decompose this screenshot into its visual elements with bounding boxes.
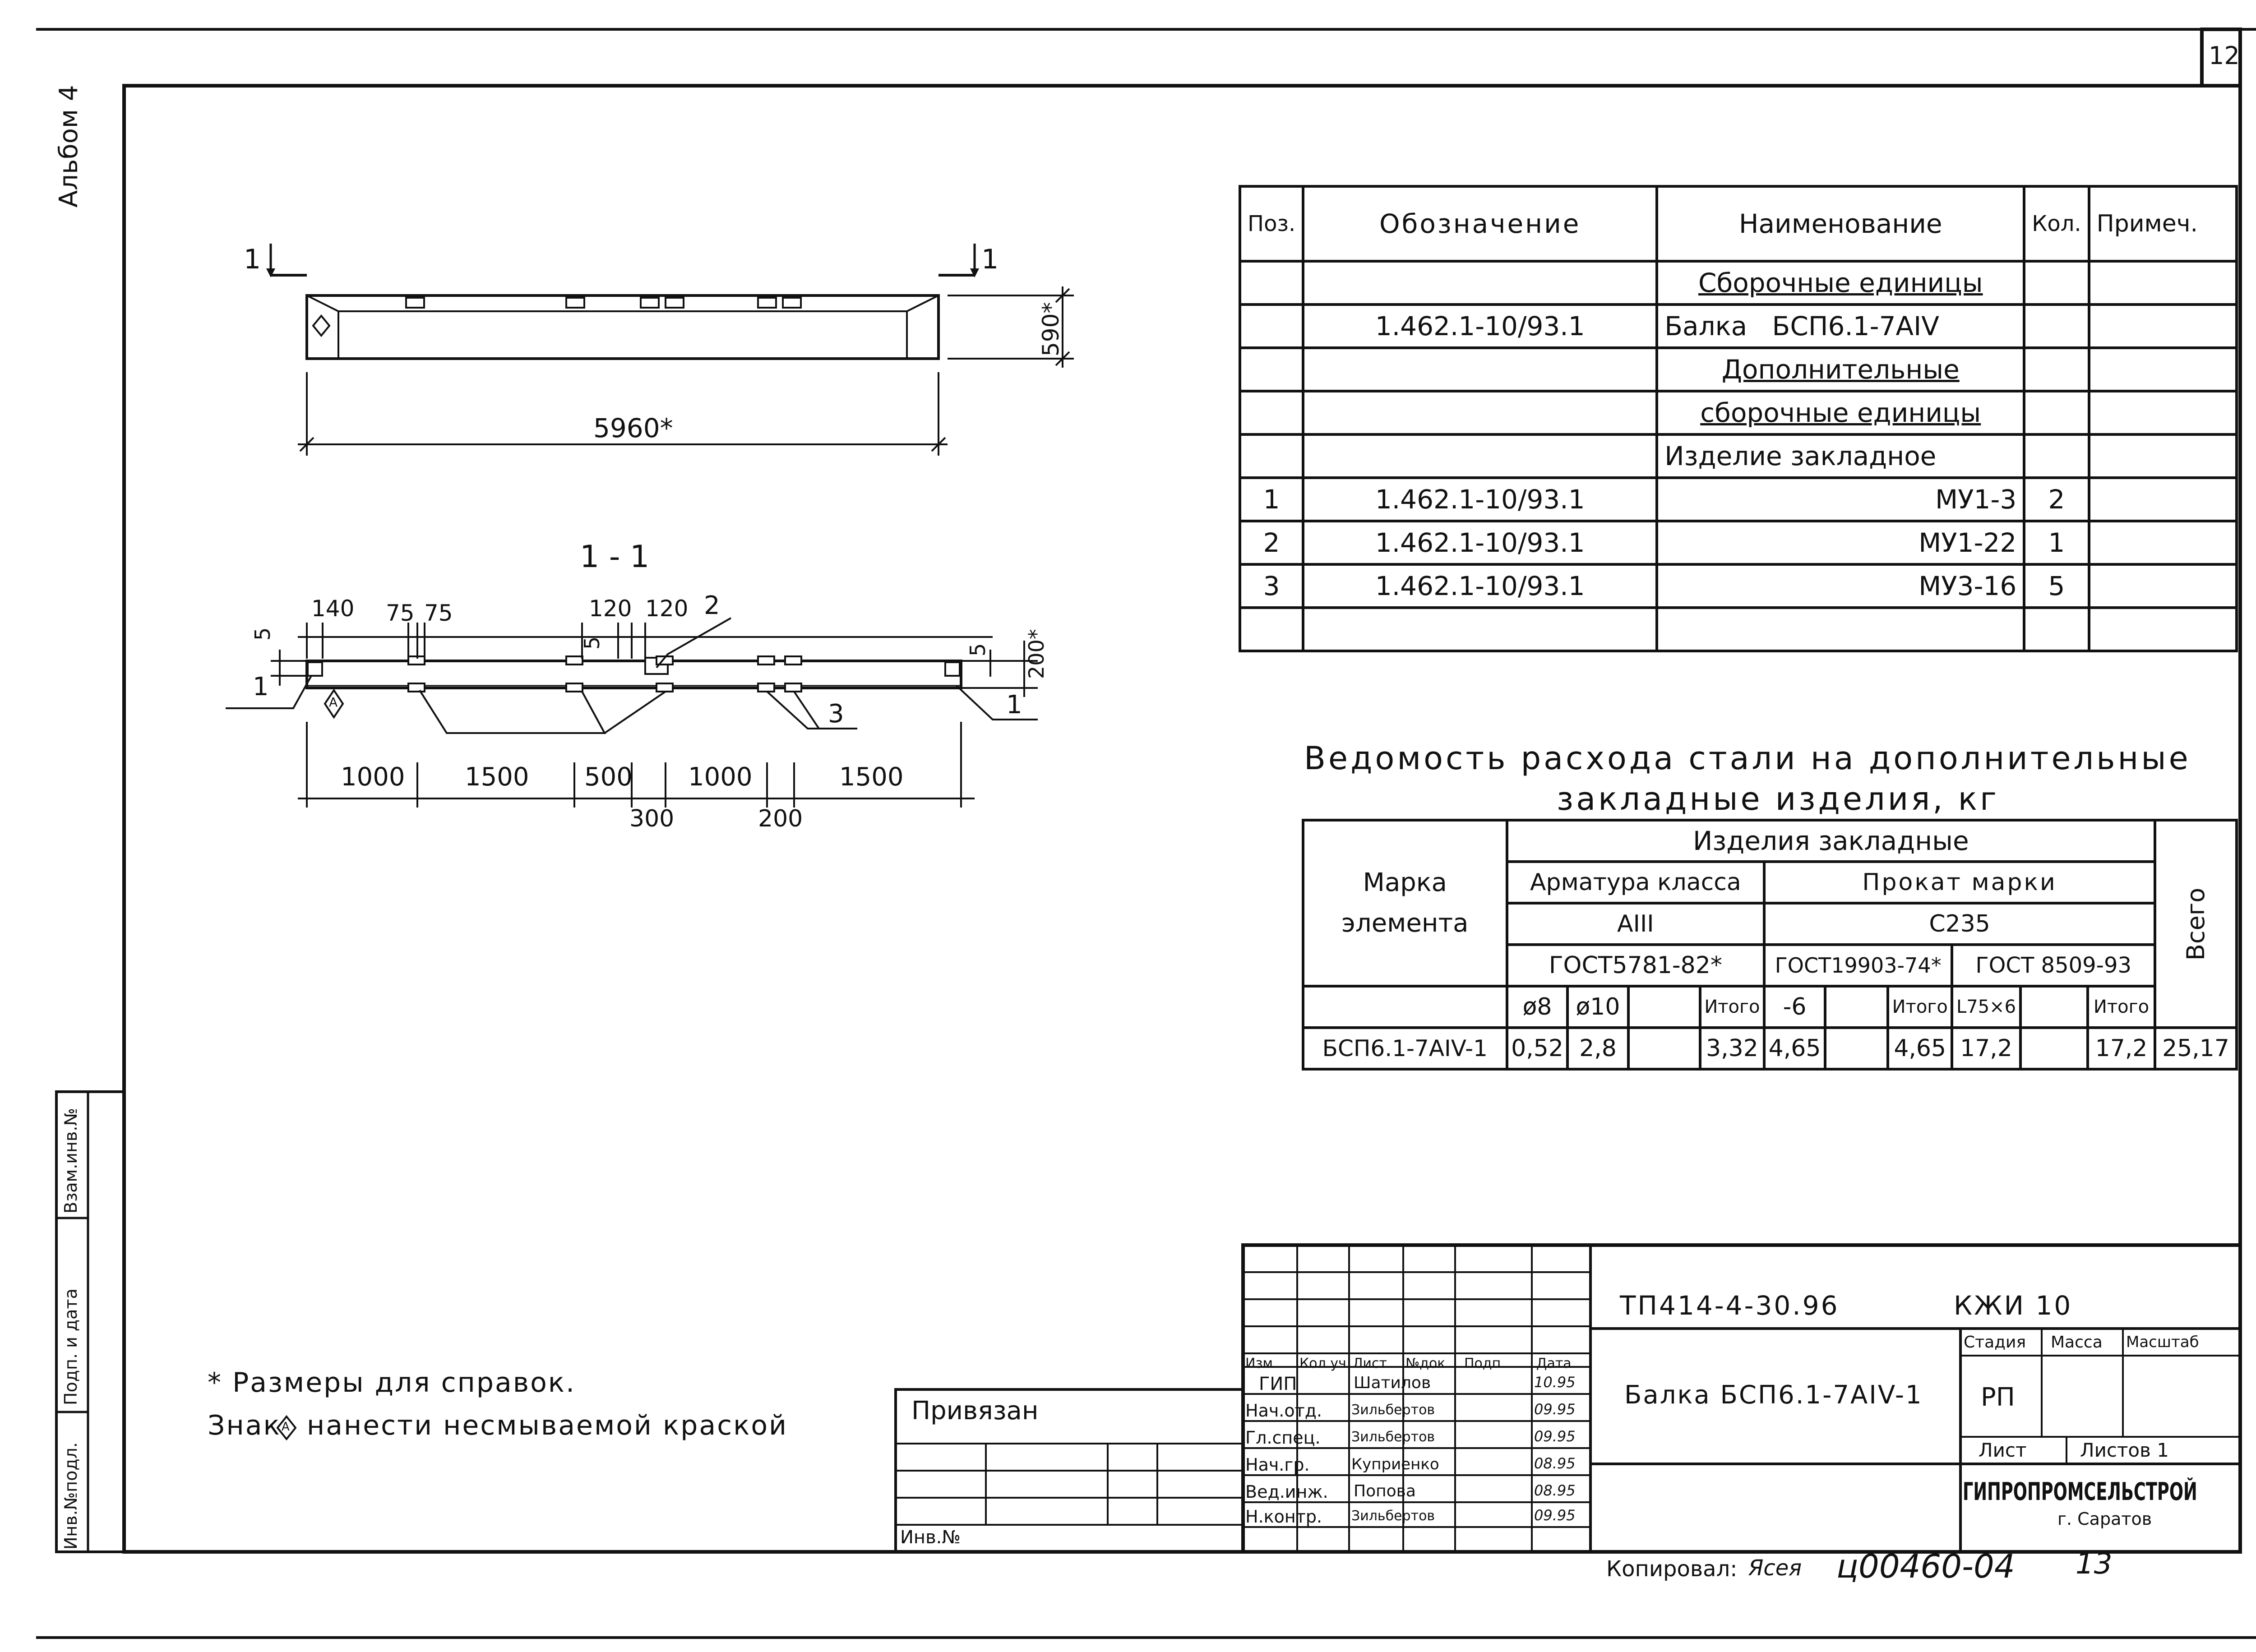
spec-cell xyxy=(2089,521,2237,564)
tb-role: Вед.инж. xyxy=(1245,1482,1328,1502)
spec-cell: 5 xyxy=(2024,564,2089,608)
dim-5-right: 5 xyxy=(966,643,990,656)
spec-h-pos: Поз. xyxy=(1240,186,1303,261)
steel-h-total xyxy=(2155,820,2237,1028)
bottom-dim-1000a: 1000 xyxy=(341,762,405,792)
spec-cell: 1.462.1-10/93.1 xyxy=(1303,305,1657,348)
spec-cell xyxy=(2024,434,2089,478)
spec-row xyxy=(1240,478,2237,521)
footer-copied: Копировал: xyxy=(1606,1556,1738,1582)
steel-title-line2: закладные изделия, кг xyxy=(1557,780,1999,817)
spec-cell: МУ1-22 xyxy=(1657,521,2024,564)
spec-cell xyxy=(1240,348,1303,391)
tb-col-sign: Подп. xyxy=(1464,1356,1505,1371)
callout-pos-1-right: 1 xyxy=(1006,690,1022,720)
spec-cell: Дополнительные xyxy=(1657,348,2024,391)
steel-value: 3,32 xyxy=(1700,1028,1764,1069)
spec-cell xyxy=(1303,608,1657,651)
binding-inv: Инв.№ xyxy=(900,1527,961,1548)
note-line-1: * Размеры для справок. xyxy=(208,1367,576,1398)
dim-75a: 75 xyxy=(386,600,415,626)
tb-stage: РП xyxy=(1981,1383,2015,1412)
spec-cell: 3 xyxy=(1240,564,1303,608)
tb-col-list: Лист xyxy=(1353,1356,1387,1371)
bottom-dim-1500b: 1500 xyxy=(839,762,904,792)
spec-header-row xyxy=(1240,186,2237,261)
spec-h-name: Наименование xyxy=(1657,186,2024,261)
section-height-dim: 200* xyxy=(1024,629,1049,679)
tb-date: 09.95 xyxy=(1534,1428,1576,1445)
spec-h-qty: Кол. xyxy=(2024,186,2089,261)
spec-cell: 1.462.1-10/93.1 xyxy=(1303,521,1657,564)
note-line-2-pre: Знак xyxy=(208,1410,281,1441)
sheet-number: 12 xyxy=(2209,42,2240,70)
steel-data-row xyxy=(1303,1028,2237,1069)
tb-sheet-label: Лист xyxy=(1979,1439,2027,1461)
footer-copied-sign: Ясея xyxy=(1748,1555,1802,1581)
spec-cell: 1.462.1-10/93.1 xyxy=(1303,564,1657,608)
tb-mass-label: Масса xyxy=(2051,1333,2103,1352)
tb-role: Н.контр. xyxy=(1245,1507,1322,1527)
tb-date: 10.95 xyxy=(1534,1374,1576,1391)
tb-role: Нач.гр. xyxy=(1245,1455,1310,1475)
steel-h-total-text: Всего xyxy=(2182,887,2210,960)
plan-length-dim: 5960* xyxy=(593,413,673,443)
steel-sub xyxy=(1825,986,1888,1028)
side-stamp-inv: Инв.№подл. xyxy=(61,1442,81,1550)
steel-value: 17,2 xyxy=(1952,1028,2020,1069)
spec-h-note: Примеч. xyxy=(2089,186,2237,261)
tb-scale-label: Масштаб xyxy=(2126,1333,2199,1351)
steel-value: 4,65 xyxy=(1888,1028,1952,1069)
footer-page: 13 xyxy=(2076,1547,2113,1581)
callout-pos-3: 3 xyxy=(828,699,844,729)
spec-cell xyxy=(2089,348,2237,391)
spec-cell xyxy=(2089,434,2237,478)
steel-value: 2,8 xyxy=(1567,1028,1628,1069)
footer-archive: ц00460-04 xyxy=(1836,1547,2015,1585)
bottom-dim-500: 500 xyxy=(584,762,633,792)
spec-cell xyxy=(2024,608,2089,651)
tb-city: г. Саратов xyxy=(2057,1509,2152,1529)
steel-value xyxy=(2020,1028,2088,1069)
spec-cell xyxy=(1657,608,2024,651)
steel-sub: ø8 xyxy=(1507,986,1568,1028)
steel-value: 17,2 xyxy=(2088,1028,2155,1069)
dim-5-left: 5 xyxy=(250,627,275,641)
binding-label: Привязан xyxy=(911,1396,1039,1426)
spec-cell xyxy=(2024,305,2089,348)
tb-org: ГИПРОПРОМСЕЛЬСТРОЙ xyxy=(1963,1477,2197,1506)
spec-cell xyxy=(2089,261,2237,305)
spec-cell xyxy=(2024,391,2089,434)
tb-col-izm: Изм. xyxy=(1245,1356,1277,1371)
steel-value: 0,52 xyxy=(1507,1028,1568,1069)
spec-cell xyxy=(1240,261,1303,305)
spec-cell: Балка БСП6.1-7АIV xyxy=(1657,305,2024,348)
spec-cell xyxy=(1303,261,1657,305)
tb-name: Зильбертов xyxy=(1351,1429,1435,1445)
spec-cell xyxy=(2024,261,2089,305)
steel-row-element: БСП6.1-7АIV-1 xyxy=(1303,1028,1507,1069)
spec-cell xyxy=(1240,305,1303,348)
spec-cell: Сборочные единицы xyxy=(1657,261,2024,305)
spec-row xyxy=(1240,261,2237,305)
tb-name: Попова xyxy=(1354,1482,1416,1500)
steel-sub: Итого xyxy=(1700,986,1764,1028)
steel-value: 4,65 xyxy=(1764,1028,1825,1069)
spec-row xyxy=(1240,564,2237,608)
tb-role: ГИП xyxy=(1259,1374,1297,1394)
spec-cell: МУ1-3 xyxy=(1657,478,2024,521)
tb-name: Зильбертов xyxy=(1351,1402,1435,1418)
spec-cell xyxy=(2024,348,2089,391)
spec-cell xyxy=(1303,348,1657,391)
tb-role: Гл.спец. xyxy=(1245,1428,1321,1448)
spec-cell xyxy=(1303,391,1657,434)
steel-sub xyxy=(2020,986,2088,1028)
spec-cell xyxy=(2089,305,2237,348)
dim-75b: 75 xyxy=(424,600,453,626)
spec-cell xyxy=(2089,478,2237,521)
tb-sheets-label: Листов 1 xyxy=(2080,1439,2169,1461)
steel-title-line1: Ведомость расхода стали на дополнительные xyxy=(1304,740,2191,777)
spec-cell: 1.462.1-10/93.1 xyxy=(1303,478,1657,521)
spec-cell xyxy=(1240,391,1303,434)
steel-subheader-row xyxy=(1303,986,2237,1028)
note-marker-letter: А xyxy=(282,1420,290,1434)
spec-cell: 2 xyxy=(2024,478,2089,521)
spec-cell xyxy=(1303,434,1657,478)
steel-h-element: Марка элемента xyxy=(1303,820,1507,986)
steel-sub: Итого xyxy=(2088,986,2155,1028)
dim-5-mid: 5 xyxy=(580,636,604,650)
section-marker-letter: А xyxy=(329,695,338,710)
spec-cell xyxy=(2089,391,2237,434)
specification-table xyxy=(1239,185,2238,652)
spec-cell xyxy=(1240,434,1303,478)
spec-cell: 2 xyxy=(1240,521,1303,564)
tb-col-date: Дата xyxy=(1536,1356,1572,1371)
steel-h-gost3: ГОСТ 8509-93 xyxy=(1952,945,2155,986)
tb-doc-code: ТП414-4-30.96 xyxy=(1620,1290,1840,1321)
tb-role: Нач.отд. xyxy=(1245,1401,1322,1421)
plan-height-dim: 590* xyxy=(1038,302,1064,356)
spec-row xyxy=(1240,521,2237,564)
spec-row xyxy=(1240,608,2237,651)
tb-date: 08.95 xyxy=(1534,1482,1576,1499)
sub-dim-300: 300 xyxy=(629,805,675,832)
dim-140: 140 xyxy=(311,595,355,622)
steel-statement-table xyxy=(1302,819,2238,1071)
spec-row xyxy=(1240,391,2237,434)
spec-cell: 1 xyxy=(2024,521,2089,564)
steel-h-group: Изделия закладные xyxy=(1507,820,2155,862)
dim-120a: 120 xyxy=(589,595,632,622)
spec-cell: Изделие закладное xyxy=(1657,434,2024,478)
steel-value xyxy=(1628,1028,1700,1069)
spec-row xyxy=(1240,434,2237,478)
tb-title: Балка БСП6.1-7АIV-1 xyxy=(1624,1380,1923,1410)
steel-value xyxy=(1825,1028,1888,1069)
tb-name: Зильбертов xyxy=(1351,1508,1435,1524)
spec-row xyxy=(1240,348,2237,391)
tb-col-ndok: №док xyxy=(1405,1356,1446,1371)
spec-cell: МУ3-16 xyxy=(1657,564,2024,608)
section-mark-left: 1 xyxy=(244,244,261,275)
spec-cell xyxy=(2089,608,2237,651)
steel-sub: ø10 xyxy=(1567,986,1628,1028)
tb-mark: КЖИ 10 xyxy=(1954,1290,2073,1321)
spec-cell: сборочные единицы xyxy=(1657,391,2024,434)
note-line-2-post: нанести несмываемой краской xyxy=(307,1410,788,1441)
spec-cell xyxy=(2089,564,2237,608)
spec-h-code: Обозначение xyxy=(1303,186,1657,261)
bottom-dim-1500a: 1500 xyxy=(465,762,529,792)
steel-sub: -6 xyxy=(1764,986,1825,1028)
steel-h-grade: С235 xyxy=(1764,903,2155,945)
steel-h-class: АIII xyxy=(1507,903,1765,945)
steel-sub: Итого xyxy=(1888,986,1952,1028)
steel-sub-empty xyxy=(1303,986,1507,1028)
steel-h-gost1: ГОСТ5781-82* xyxy=(1507,945,1765,986)
dim-120b: 120 xyxy=(645,595,689,622)
tb-stage-label: Стадия xyxy=(1964,1333,2026,1352)
tb-date: 08.95 xyxy=(1534,1455,1576,1472)
steel-sub: L75×6 xyxy=(1952,986,2020,1028)
spec-cell xyxy=(1240,608,1303,651)
steel-h-gost2: ГОСТ19903-74* xyxy=(1764,945,1952,986)
callout-pos-2: 2 xyxy=(704,591,720,620)
spec-row xyxy=(1240,305,2237,348)
spec-cell: 1 xyxy=(1240,478,1303,521)
section-title: 1 - 1 xyxy=(580,539,650,575)
bottom-dim-1000b: 1000 xyxy=(688,762,753,792)
section-mark-right: 1 xyxy=(981,244,999,275)
steel-sub xyxy=(1628,986,1700,1028)
tb-name: Куприенко xyxy=(1351,1455,1439,1473)
side-stamp-sign: Подп. и дата xyxy=(61,1288,81,1405)
tb-date: 09.95 xyxy=(1534,1507,1576,1524)
steel-h-rolled: Прокат марки xyxy=(1764,862,2155,903)
tb-name: Шатилов xyxy=(1354,1374,1431,1392)
album-label: Альбом 4 xyxy=(54,85,83,208)
steel-h-armature: Арматура класса xyxy=(1507,862,1765,903)
side-stamp-replace: Взам.инв.№ xyxy=(61,1108,81,1214)
tb-date: 09.95 xyxy=(1534,1401,1576,1418)
callout-pos-1-left: 1 xyxy=(253,672,269,701)
sub-dim-200: 200 xyxy=(758,805,803,832)
tb-col-koluch: Кол.уч xyxy=(1299,1356,1346,1371)
steel-total-value: 25,17 xyxy=(2155,1028,2237,1069)
